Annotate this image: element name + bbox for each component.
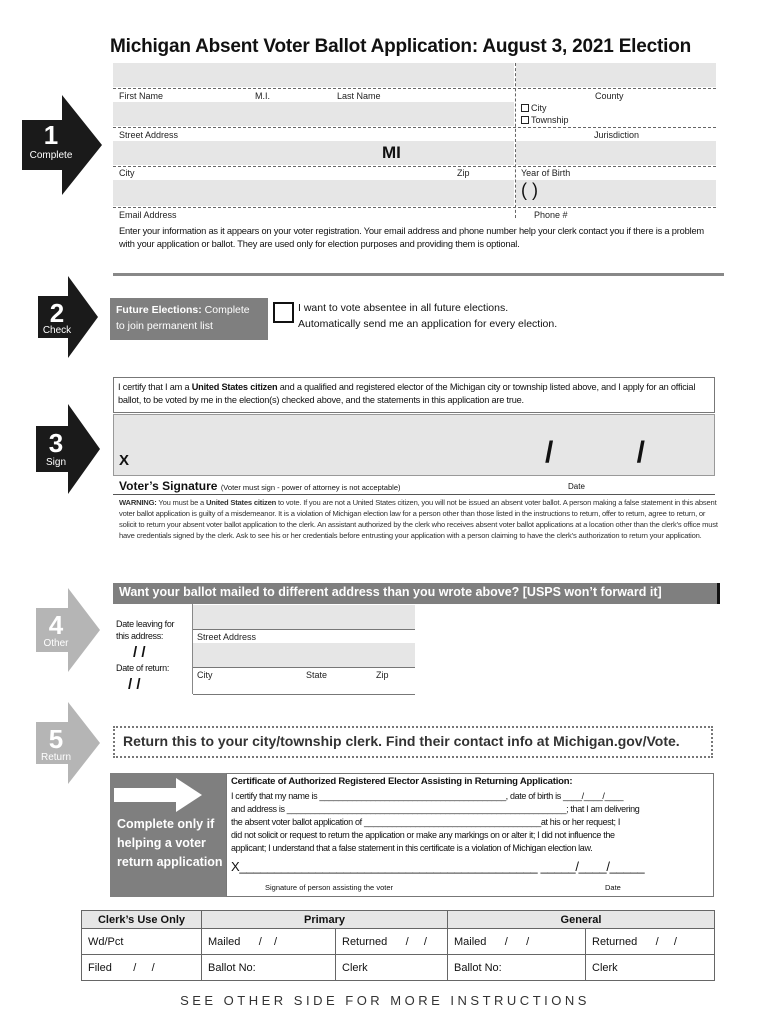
city-label: City — [119, 168, 135, 178]
assistant-date-label: Date — [605, 883, 621, 892]
county-label: County — [595, 91, 624, 101]
future-elections-heading: Future Elections: — [116, 304, 202, 316]
step-label: Other — [43, 638, 69, 649]
table-cell: Ballot No: — [448, 955, 586, 981]
permanent-list-checkbox[interactable] — [273, 302, 294, 323]
voter-signature-label: Voter’s Signature (Voter must sign - power of attorney is not acceptable) — [119, 479, 401, 493]
permanent-list-line1: I want to vote absentee in all future elections. — [298, 302, 509, 314]
general-header: General — [448, 911, 715, 929]
jurisdiction-field[interactable] — [516, 141, 716, 165]
township-checkbox[interactable] — [521, 116, 529, 124]
step-number: 5 — [48, 724, 64, 754]
step-number: 3 — [48, 428, 64, 458]
table-cell: Wd/Pct — [82, 929, 202, 955]
citizen-certification: I certify that I am a United States citizen and a qualified and registered elector of the Michigan city or township listed above, and I apply for an official ballot, to be voted by me in the election(s) checked above, and the statements in this application are true. — [118, 382, 696, 405]
arrow-right-icon — [114, 778, 204, 812]
table-cell: Ballot No: — [202, 955, 336, 981]
table-cell: Filed / / — [82, 955, 202, 981]
clerk-header: Clerk’s Use Only — [82, 911, 202, 929]
step-label: Sign — [45, 457, 66, 468]
township-option-label: Township — [531, 115, 569, 125]
future-elections-box — [110, 298, 268, 340]
state-value: MI — [382, 143, 401, 162]
signature-x: X — [119, 452, 130, 469]
date-label: Date — [568, 482, 585, 491]
city-checkbox[interactable] — [521, 104, 529, 112]
date-leaving-label: Date leaving for this address: — [116, 619, 175, 641]
table-cell: Clerk — [336, 955, 448, 981]
alt-zip-label: Zip — [376, 670, 389, 680]
last-name-label: Last Name — [337, 91, 381, 101]
info-note: Enter your information as it appears on your voter registration. Your email address and phone number help your clerk contact you if there is a problem with your application or ballot. They are used only for election purposes and providing them is optional. — [119, 226, 704, 249]
assistant-signature-line[interactable]: X___________________________________________ _____/____/_____ — [231, 859, 645, 874]
alt-street-label: Street Address — [197, 632, 257, 642]
step-5-arrow — [36, 702, 116, 797]
table-cell: Returned / / — [336, 929, 448, 955]
mi-label: M.I. — [255, 91, 270, 101]
alt-city-field[interactable] — [193, 643, 415, 667]
table-cell: Returned / / — [586, 929, 715, 955]
certificate-body — [231, 790, 711, 855]
certificate-line: and address is ____________________________________________________________; that I am delivering — [231, 804, 640, 814]
step-number: 2 — [49, 298, 65, 328]
clerk-use-table — [81, 910, 715, 981]
step-4-arrow — [36, 588, 116, 683]
city-field[interactable] — [113, 141, 514, 165]
helper-text: Complete only if helping a voter return application — [117, 817, 223, 869]
certificate-line: the absent voter ballot application of ______________________________________at his or her request; I — [231, 817, 620, 827]
first-name-field[interactable] — [113, 63, 514, 87]
zip-label: Zip — [457, 168, 470, 178]
phone-field[interactable] — [516, 180, 716, 206]
jurisdiction-label: Jurisdiction — [594, 130, 640, 140]
alt-address-header: Want your ballot mailed to different address than you wrote above? [USPS won’t forward it] — [113, 583, 717, 604]
permanent-list-text — [298, 300, 557, 332]
step-number: 4 — [48, 610, 64, 640]
page-title: Michigan Absent Voter Ballot Application: August 3, 2021 Election — [110, 36, 692, 57]
certificate-line: applicant; I understand that a false statement in this certificate is a violation of Michigan election law. — [231, 843, 593, 853]
date-return-label: Date of return: — [116, 663, 170, 673]
warning-text: WARNING: You must be a United States citizen to vote. If you are not a United States citizen, you will not be issued an absent voter ballot. A person making a false statement in this absent voter ballot application is guilty of a misdemeanor. It is a violation of Michigan election law for a person other than those listed in the instructions to return, offer to return, agree to return, or solicit to return your absent voter ballot application to the clerk. An assistant authorized by the clerk who receives absent voter ballot applications at a location other than the clerk’s office must have credentials signed by the clerk. Ask to see his or her credentials before entrusting your application with a person claiming to have the clerk’s authorization to return your application. — [119, 498, 718, 540]
step-2-arrow — [38, 276, 118, 371]
date-slashes: / / — [545, 436, 646, 469]
city-option[interactable] — [521, 103, 547, 113]
phone-area-code: ( ) — [521, 180, 538, 200]
certificate-title: Certificate of Authorized Registered Elector Assisting in Returning Application: — [231, 776, 573, 787]
table-cell: Mailed / / — [448, 929, 586, 955]
year-of-birth-label: Year of Birth — [521, 168, 571, 178]
phone-label: Phone # — [534, 210, 568, 220]
alt-street-field[interactable] — [193, 605, 415, 629]
email-field[interactable] — [113, 180, 514, 206]
township-option[interactable] — [521, 115, 569, 125]
alt-city-label: City — [197, 670, 213, 680]
footer-note: SEE OTHER SIDE FOR MORE INSTRUCTIONS — [180, 993, 590, 1008]
step-3-arrow — [36, 404, 116, 499]
step-label: Complete — [29, 150, 73, 161]
future-elections-text1: Complete — [201, 304, 250, 316]
county-field[interactable] — [516, 63, 716, 87]
assistant-signature-label: Signature of person assisting the voter — [265, 883, 393, 892]
table-cell: Mailed / / — [202, 929, 336, 955]
certificate-line: did not solicit or request to return the application or make any markings on or alter it; I did not influence the — [231, 830, 615, 840]
date-return-slashes: / / — [128, 676, 141, 693]
return-instructions: Return this to your city/township clerk. Find their contact info at Michigan.gov/Vote. — [113, 726, 713, 758]
helper-box — [110, 773, 226, 897]
future-elections-text2: to join permanent list — [116, 320, 213, 332]
table-cell: Clerk — [586, 955, 715, 981]
permanent-list-line2: Automatically send me an application for every election. — [298, 318, 558, 330]
step-number: 1 — [43, 120, 59, 150]
alt-state-label: State — [306, 670, 328, 680]
city-option-label: City — [531, 103, 547, 113]
first-name-label: First Name — [119, 91, 164, 101]
date-leaving-slashes: / / — [133, 644, 146, 661]
primary-header: Primary — [202, 911, 448, 929]
step-1-arrow — [22, 95, 102, 190]
street-address-field[interactable] — [113, 102, 514, 126]
step-label: Return — [40, 752, 71, 763]
street-address-label: Street Address — [119, 130, 179, 140]
step-label: Check — [42, 325, 72, 336]
certificate-line: I certify that my name is ________________________________________, date of birth is ____/____/____ — [231, 791, 624, 801]
email-label: Email Address — [119, 210, 177, 220]
